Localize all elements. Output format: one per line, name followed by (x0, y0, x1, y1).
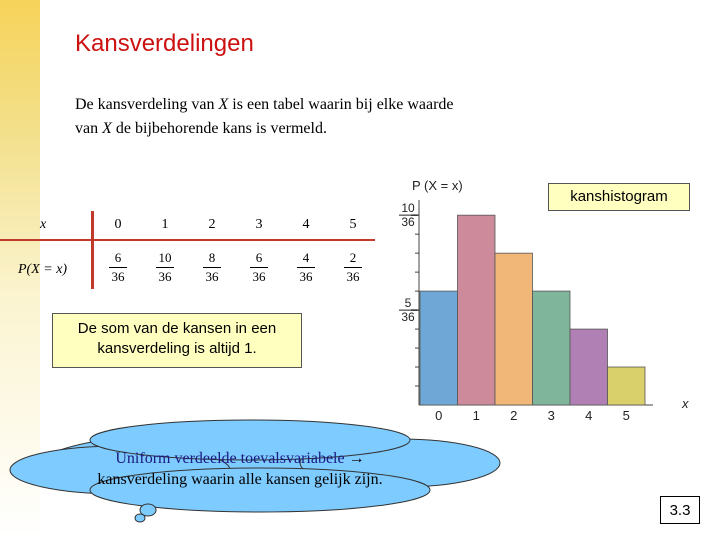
x-tick-label: 4 (585, 408, 593, 423)
slide-title: Kansverdelingen (75, 30, 254, 57)
intro-part1: De kansverdeling van (75, 96, 219, 113)
table-x-value: 4 (302, 217, 310, 232)
cloud-line1: Uniform verdeelde toevalsvariabele (115, 450, 345, 467)
table-row1-label: x (40, 217, 47, 232)
histogram-callout: kanshistogram (548, 183, 690, 211)
table-x-value: 5 (349, 217, 357, 232)
fraction-numerator: 4 (302, 250, 310, 265)
intro-var1: X (218, 96, 229, 113)
sum-callout-text: De som van de kansen in een kansverdeling is altijd 1. (77, 320, 277, 357)
intro-part3: van (75, 120, 103, 137)
y-tick-denominator: 36 (401, 215, 415, 230)
y-tick-numerator: 10 (401, 201, 415, 216)
fraction-denominator: 36 (299, 269, 313, 284)
table-x-value: 0 (114, 217, 122, 232)
fraction-denominator: 36 (158, 269, 172, 284)
intro-part4: de bijbehorende kans is vermeld. (111, 120, 327, 137)
page-number: 3.3 (660, 496, 700, 524)
fraction-numerator: 2 (349, 250, 357, 265)
table-row2-label: P(X = x) (18, 262, 68, 277)
y-tick-numerator: 5 (404, 296, 412, 311)
table-x-value: 3 (255, 217, 263, 232)
x-tick-label: 2 (510, 408, 518, 423)
fraction-denominator: 36 (346, 269, 360, 284)
intro-part2: is een tabel waarin bij elke waarde (228, 96, 454, 113)
arrow-icon: → (348, 450, 365, 467)
fraction-numerator: 8 (208, 250, 216, 265)
cloud-line2: kansverdeling waarin alle kansen gelijk zijn. (97, 471, 383, 488)
fraction-numerator: 6 (255, 250, 263, 265)
x-tick-label: 0 (435, 408, 443, 423)
fraction-numerator: 6 (114, 250, 122, 265)
x-tick-label: 1 (472, 408, 480, 423)
fraction-denominator: 36 (111, 269, 125, 284)
fraction-denominator: 36 (205, 269, 219, 284)
fraction-denominator: 36 (252, 269, 266, 284)
x-axis-label: x (682, 396, 689, 411)
x-tick-label: 5 (622, 408, 630, 423)
x-tick-label: 3 (547, 408, 555, 423)
y-tick-denominator: 36 (401, 310, 415, 325)
table-x-value: 2 (208, 217, 216, 232)
intro-var2: X (102, 120, 112, 137)
cloud-text (60, 448, 420, 490)
y-axis-label: P (X = x) (412, 178, 463, 193)
fraction-numerator: 10 (158, 250, 172, 265)
table-x-value: 1 (161, 217, 169, 232)
